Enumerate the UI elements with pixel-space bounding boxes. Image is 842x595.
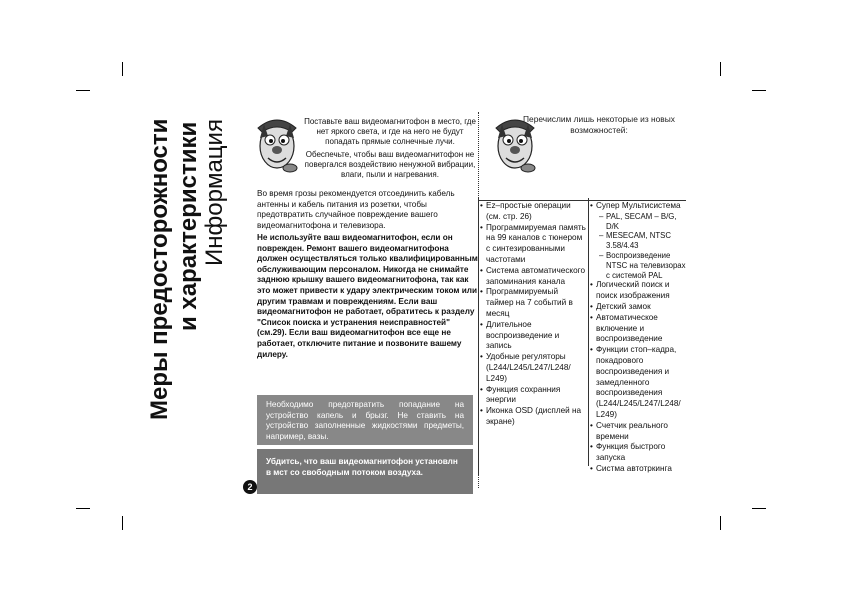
crop-mark xyxy=(720,62,721,76)
list-item: • Иконка OSD (дисплей на экране) xyxy=(480,406,586,428)
list-item: • Программируемый таймер на 7 событий в месяц xyxy=(480,287,586,319)
features-middle-border xyxy=(588,198,589,466)
features-intro: Перечислим лишь некоторые из новых возможностей: xyxy=(523,114,675,135)
list-item: • Ez–простые операции (см. стр. 26) xyxy=(480,201,586,223)
features-list-right xyxy=(590,201,690,475)
list-item: • Удобные регуляторы (L244/L245/L247/L248/ L249) xyxy=(480,352,586,384)
thunderstorm-warning: Во время грозы рекомендуется отсоединить кабель антенны и кабель питания из розетки, чтобы предотвратить случайное повреждение вашего видеомагнитофона и телевизора. xyxy=(257,189,455,230)
list-item-label: Супер Мультисистема xyxy=(596,201,681,210)
section-title: Информация xyxy=(201,119,228,266)
list-item: • Функция быстрого запуска xyxy=(590,442,690,464)
crop-mark xyxy=(76,90,90,91)
list-item: • Счетчик реального времени xyxy=(590,421,690,443)
liquid-warning-box: Необходимо предотвратить попадание на устройство капель и брызг. Не ставить на устройство заполненные жидкостями предметы, например, вазы. xyxy=(257,395,473,445)
page-title-second: и характеристики xyxy=(175,121,202,331)
list-item: • Логический поиск и поиск изображения xyxy=(590,280,690,302)
crop-mark xyxy=(752,90,766,91)
crop-mark xyxy=(720,516,721,530)
list-item: • Систма автотркинга xyxy=(590,464,690,475)
crop-mark xyxy=(76,508,90,509)
intro-paragraph-vibration: Обеспечьте, чтобы ваш видеомагнитофон не повергался воздействию ненужной вибрации, влаги, пыли и нагревания. xyxy=(304,150,476,179)
sub-list xyxy=(596,212,690,281)
list-item: • Длительное воспроизведение и запись xyxy=(480,320,586,352)
repair-warning: Не используйте ваш видеомагнитофон, если он поврежден. Ремонт вашего видеомагнитофона должен осуществляться только квалифицированным обслуживающим персоналом. Никогда не снимайте заднюю крышку вашего видеомагнитофона, так как это может привести к удару электрическим током или другим травмам и повреждениям. Если ваш видеомагнитофон не работает, обратитесь к разделу "Список поиска и устранения неисправностей" (см.29). Если ваш видеомагнитофон все еще не работает, отключите питание и позвоните вашему дилеру. xyxy=(257,233,478,359)
list-item: • Функция сохранния энергии xyxy=(480,385,586,407)
sub-list-item: – Воспроизведение NTSC на телевизорах с системой PAL xyxy=(599,251,690,280)
page-number: 2 xyxy=(243,480,257,494)
airflow-notice-box: Убдитсь, что ваш видеомагнитофон установлн в мст со свободным потоком воздуха. xyxy=(257,449,473,494)
crop-mark xyxy=(122,62,123,76)
mascot-illustration xyxy=(252,110,302,174)
list-item: • Детский замок xyxy=(590,302,690,313)
crop-mark xyxy=(122,516,123,530)
page-title-main: Меры предосторожности xyxy=(146,118,173,420)
list-item: • Функции стоп–кадра, покадрового воспроизведения и замедленного воспроизведения (L244/L245/L247/L248/ L249) xyxy=(590,345,690,421)
features-list-left xyxy=(480,201,586,428)
list-item xyxy=(590,201,690,280)
list-item: • Система автоматического запоминания канала xyxy=(480,266,586,288)
crop-mark xyxy=(752,508,766,509)
list-item: • Автоматическое включение и воспроизведение xyxy=(590,313,690,345)
list-item: • Программируемая память на 99 каналов с тюнером с синтезированными частотами xyxy=(480,223,586,266)
intro-paragraph-placement: Поставьте ваш видеомагнитофон в место, где нет яркого света, и где на него не будут попадать прямые солнечные лучи. xyxy=(304,117,476,146)
sub-list-item: – PAL, SECAM – B/G, D/K xyxy=(599,212,690,232)
sub-list-item: – MESECAM, NTSC 3.58/4.43 xyxy=(599,231,690,251)
